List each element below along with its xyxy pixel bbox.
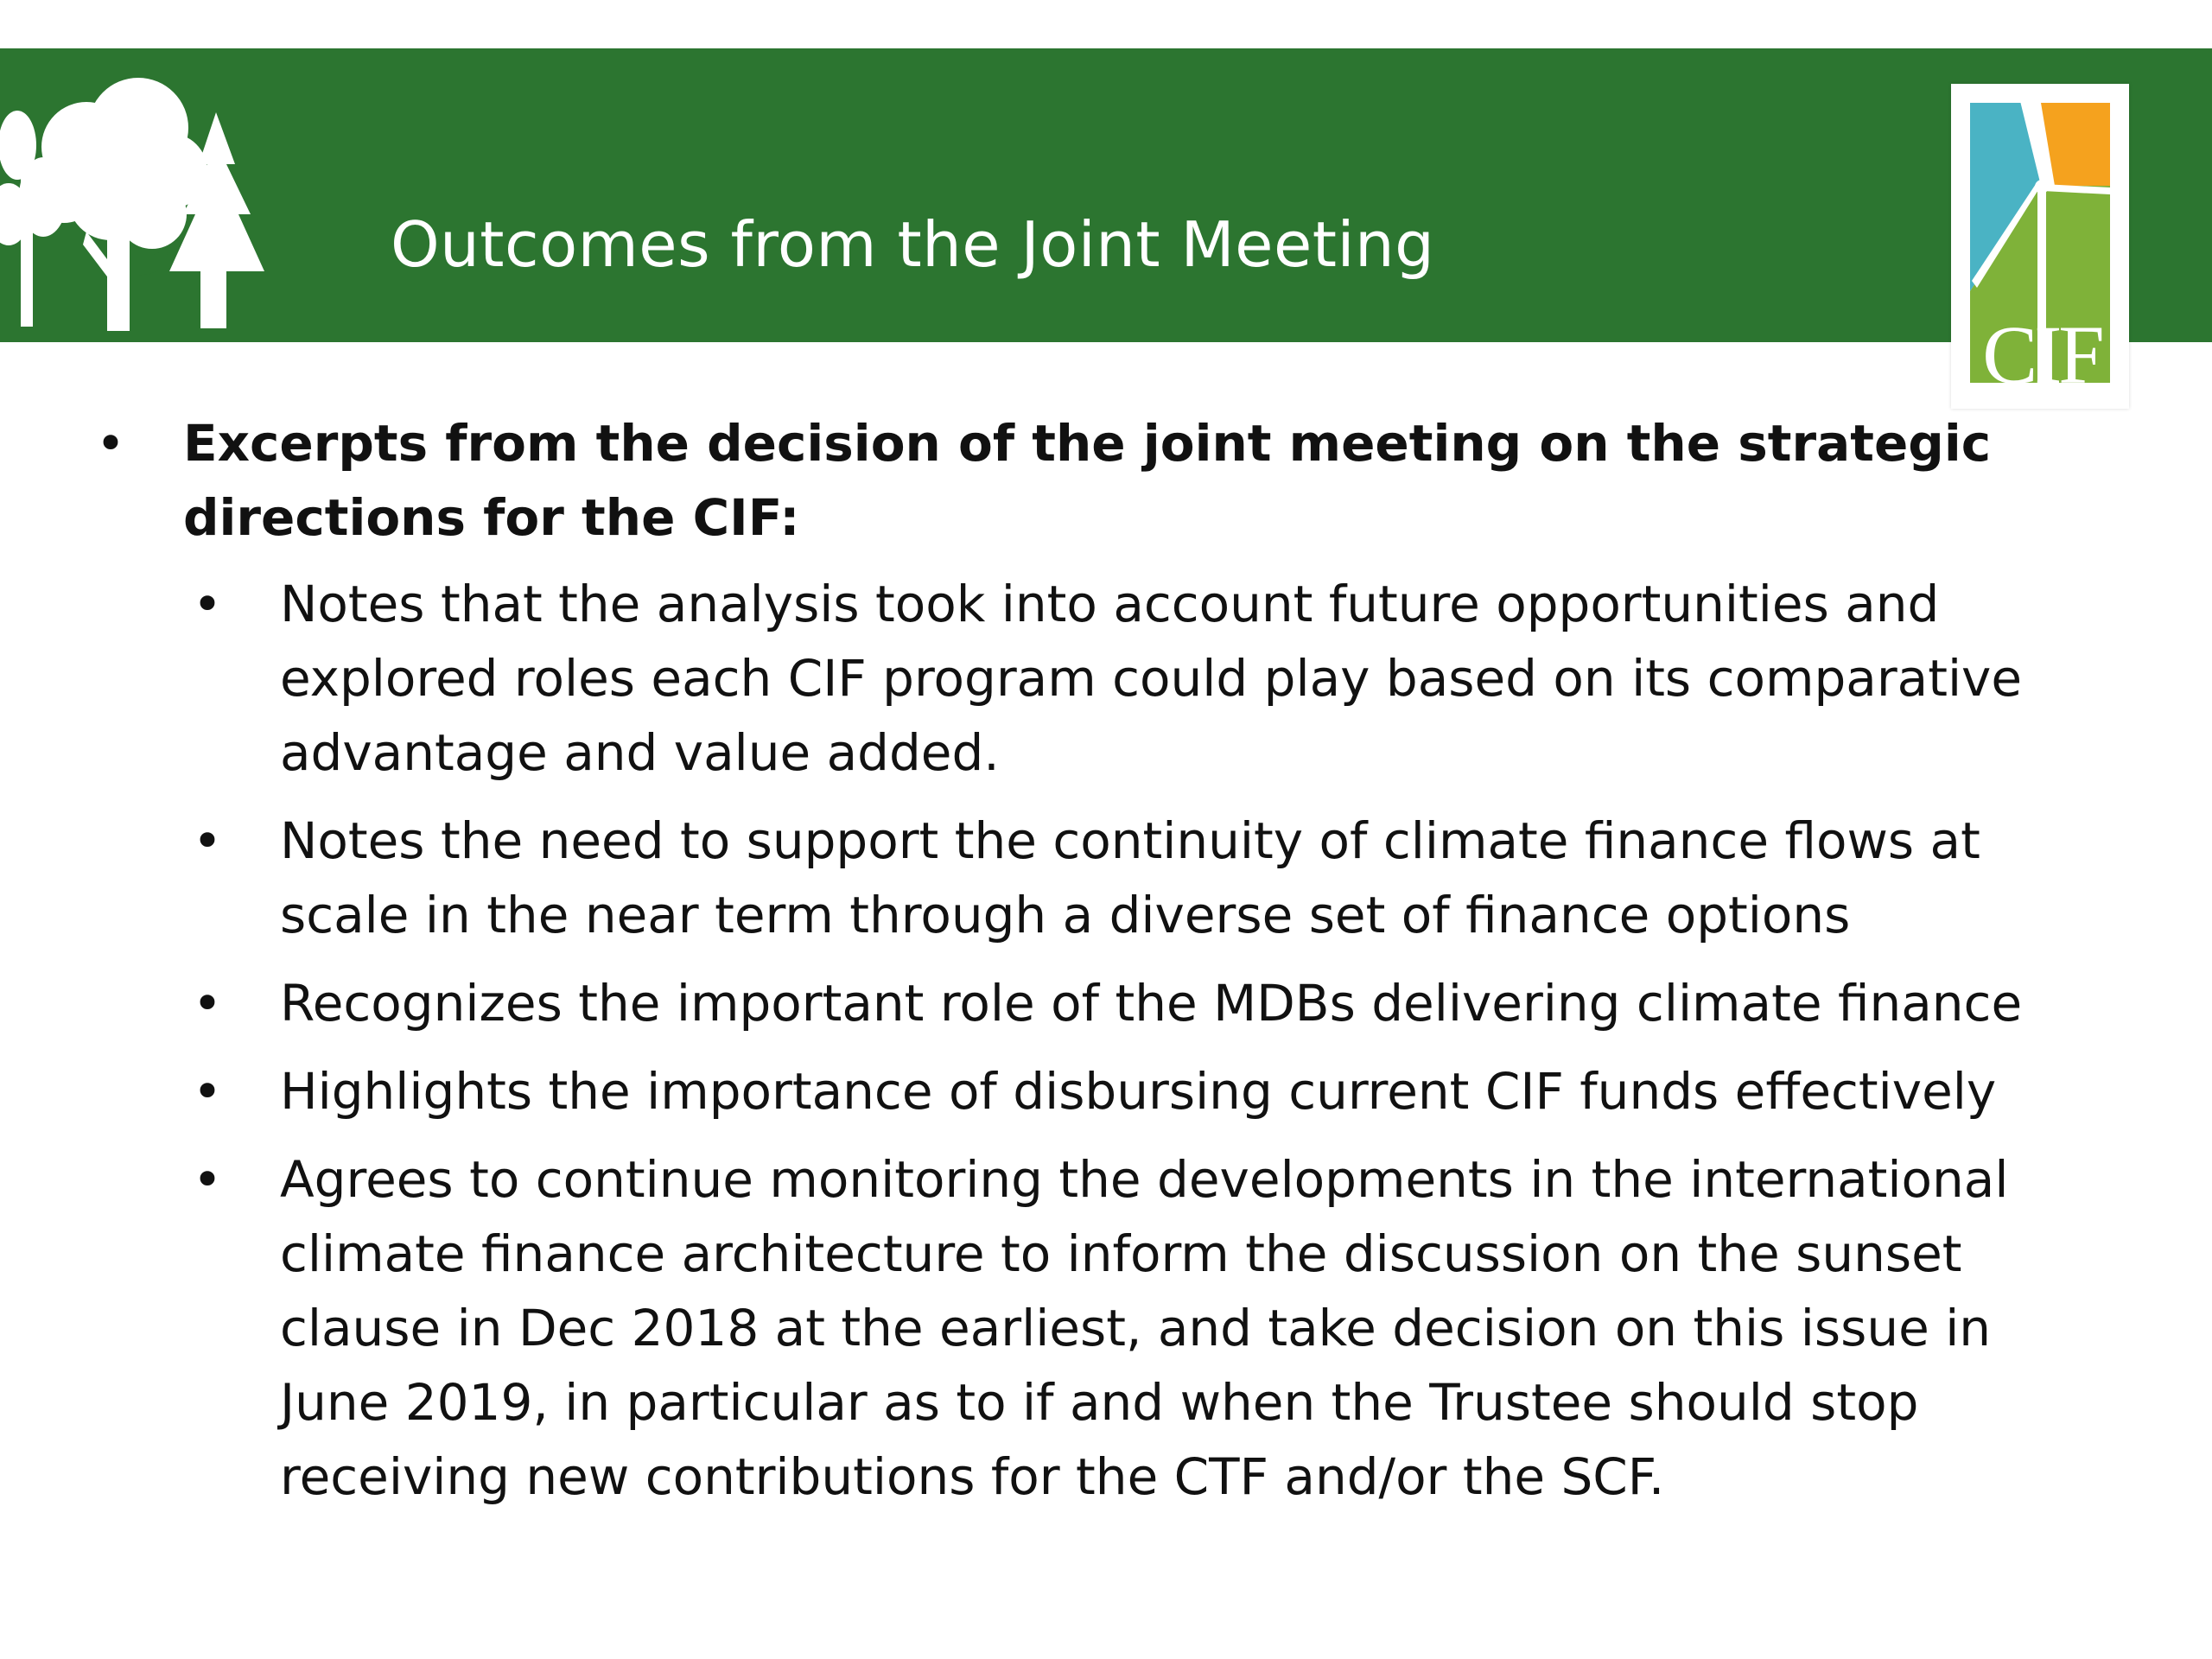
main-point-text: Excerpts from the decision of the joint meeting on the strategic directions for the CIF: <box>183 414 1992 547</box>
bullet-icon: • <box>192 1150 223 1209</box>
list-item-text: Highlights the importance of disbursing current CIF funds effectively <box>280 1062 1997 1121</box>
bullet-icon: • <box>192 811 223 870</box>
sub-point-list <box>93 567 2115 1514</box>
header-band <box>0 48 2212 342</box>
list-item <box>190 567 2115 790</box>
page-title: Outcomes from the Joint Meeting <box>391 208 1435 281</box>
list-item <box>190 1054 2115 1128</box>
list-item-text: Notes that the analysis took into account future opportunities and explored roles each CIF program could play based on its comparative advantage and value added. <box>280 575 2023 782</box>
bullet-icon: • <box>192 974 223 1033</box>
logo-text: CIF <box>1982 308 2101 401</box>
content-body <box>93 406 2115 1528</box>
list-item-text: Agrees to continue monitoring the developments in the international climate finance architecture to inform the discussion on the sunset clause in Dec 2018 at the earliest, and take decision on this issue in June 2019, in particular as to if and when the Trustee should stop receiving new contributions for the CTF and/or the SCF. <box>280 1150 2009 1506</box>
bullet-icon: • <box>95 414 126 473</box>
bullet-icon: • <box>192 1062 223 1121</box>
bullet-icon: • <box>192 575 223 633</box>
trees-icon <box>0 67 276 335</box>
main-point <box>93 406 2115 555</box>
list-item-text: Recognizes the important role of the MDBs delivering climate finance <box>280 974 2023 1033</box>
list-item-text: Notes the need to support the continuity of climate finance flows at scale in the near term through a diverse set of finance options <box>280 811 1980 944</box>
list-item <box>190 966 2115 1040</box>
list-item <box>190 804 2115 952</box>
cif-logo <box>1951 84 2129 409</box>
list-item <box>190 1142 2115 1514</box>
